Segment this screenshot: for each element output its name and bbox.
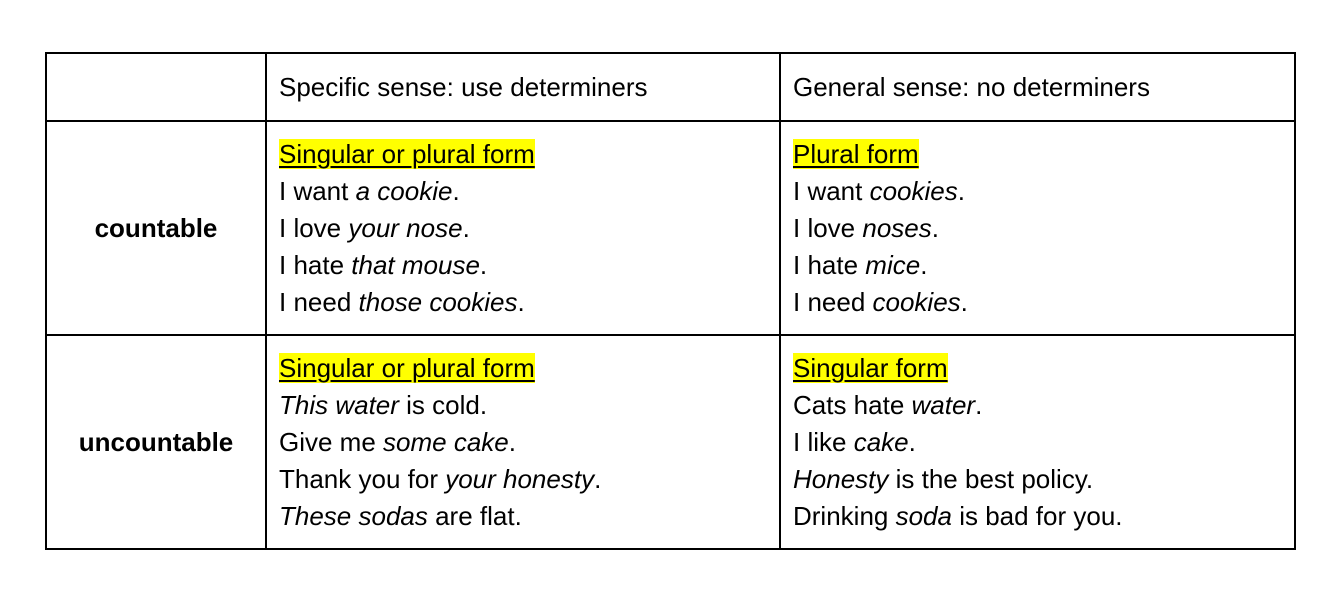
row-label-uncountable: uncountable xyxy=(46,335,266,549)
noun-determiner-table xyxy=(45,52,1296,550)
header-row xyxy=(46,53,1295,121)
example-text: I like xyxy=(793,426,854,457)
example-line xyxy=(279,498,767,535)
countable-specific-heading-line xyxy=(279,136,767,173)
example-text: . xyxy=(508,426,516,457)
example-line xyxy=(279,173,767,210)
example-emphasis: water xyxy=(911,389,976,420)
example-text: is bad for you. xyxy=(951,500,1123,531)
example-text: Thank you for xyxy=(279,463,446,494)
example-line xyxy=(279,284,767,321)
example-line xyxy=(793,387,1282,424)
form-heading: Singular or plural form xyxy=(279,138,535,169)
example-line xyxy=(793,461,1282,498)
example-text: . xyxy=(931,212,939,243)
header-specific-sense: Specific sense: use determiners xyxy=(266,53,780,121)
example-text: . xyxy=(957,175,965,206)
example-emphasis: noses xyxy=(862,212,932,243)
example-text: I want xyxy=(279,175,356,206)
example-line xyxy=(793,424,1282,461)
example-text: . xyxy=(594,463,602,494)
form-heading: Singular form xyxy=(793,352,948,383)
form-heading: Singular or plural form xyxy=(279,352,535,383)
example-line xyxy=(279,387,767,424)
example-emphasis: some cake xyxy=(383,426,509,457)
header-general-sense: General sense: no determiners xyxy=(780,53,1295,121)
example-text: . xyxy=(452,175,460,206)
form-heading: Plural form xyxy=(793,138,919,169)
example-text: . xyxy=(462,212,470,243)
example-emphasis: cake xyxy=(853,426,909,457)
example-text: I hate xyxy=(279,249,352,280)
uncountable-specific-heading-line xyxy=(279,350,767,387)
example-text: are flat. xyxy=(427,500,522,531)
example-text: I hate xyxy=(793,249,866,280)
example-emphasis: Honesty xyxy=(793,463,889,494)
example-text: . xyxy=(517,286,525,317)
example-line xyxy=(279,210,767,247)
uncountable-general-cell xyxy=(780,335,1295,549)
example-text: I love xyxy=(793,212,863,243)
countable-general-heading-line xyxy=(793,136,1282,173)
uncountable-general-heading-line xyxy=(793,350,1282,387)
example-line xyxy=(793,210,1282,247)
uncountable-specific-cell xyxy=(266,335,780,549)
row-label-countable: countable xyxy=(46,121,266,335)
example-text: . xyxy=(975,389,983,420)
example-text: is the best policy. xyxy=(888,463,1094,494)
example-emphasis: mice xyxy=(865,249,921,280)
example-emphasis: These sodas xyxy=(279,500,428,531)
example-emphasis: cookies xyxy=(869,175,958,206)
example-emphasis: soda xyxy=(895,500,952,531)
example-emphasis: This water xyxy=(279,389,399,420)
example-text: . xyxy=(960,286,968,317)
example-line xyxy=(793,284,1282,321)
example-text: . xyxy=(920,249,928,280)
example-emphasis: that mouse xyxy=(351,249,480,280)
example-line xyxy=(793,173,1282,210)
example-text: I want xyxy=(793,175,870,206)
example-emphasis: those cookies xyxy=(358,286,518,317)
example-emphasis: your honesty xyxy=(445,463,595,494)
example-line xyxy=(279,247,767,284)
example-line xyxy=(279,424,767,461)
example-text: Cats hate xyxy=(793,389,912,420)
example-text: I love xyxy=(279,212,349,243)
example-line xyxy=(793,247,1282,284)
row-countable xyxy=(46,121,1295,335)
example-line xyxy=(793,498,1282,535)
example-line xyxy=(279,461,767,498)
example-text: I need xyxy=(279,286,359,317)
example-text: . xyxy=(908,426,916,457)
example-emphasis: a cookie xyxy=(355,175,453,206)
row-uncountable xyxy=(46,335,1295,549)
countable-general-cell xyxy=(780,121,1295,335)
example-text: . xyxy=(479,249,488,280)
example-emphasis: cookies xyxy=(872,286,961,317)
corner-cell xyxy=(46,53,266,121)
example-text: Give me xyxy=(279,426,384,457)
example-emphasis: your nose xyxy=(348,212,463,243)
example-text: Drinking xyxy=(793,500,896,531)
countable-specific-cell xyxy=(266,121,780,335)
example-text: I need xyxy=(793,286,873,317)
example-text: is cold. xyxy=(398,389,488,420)
